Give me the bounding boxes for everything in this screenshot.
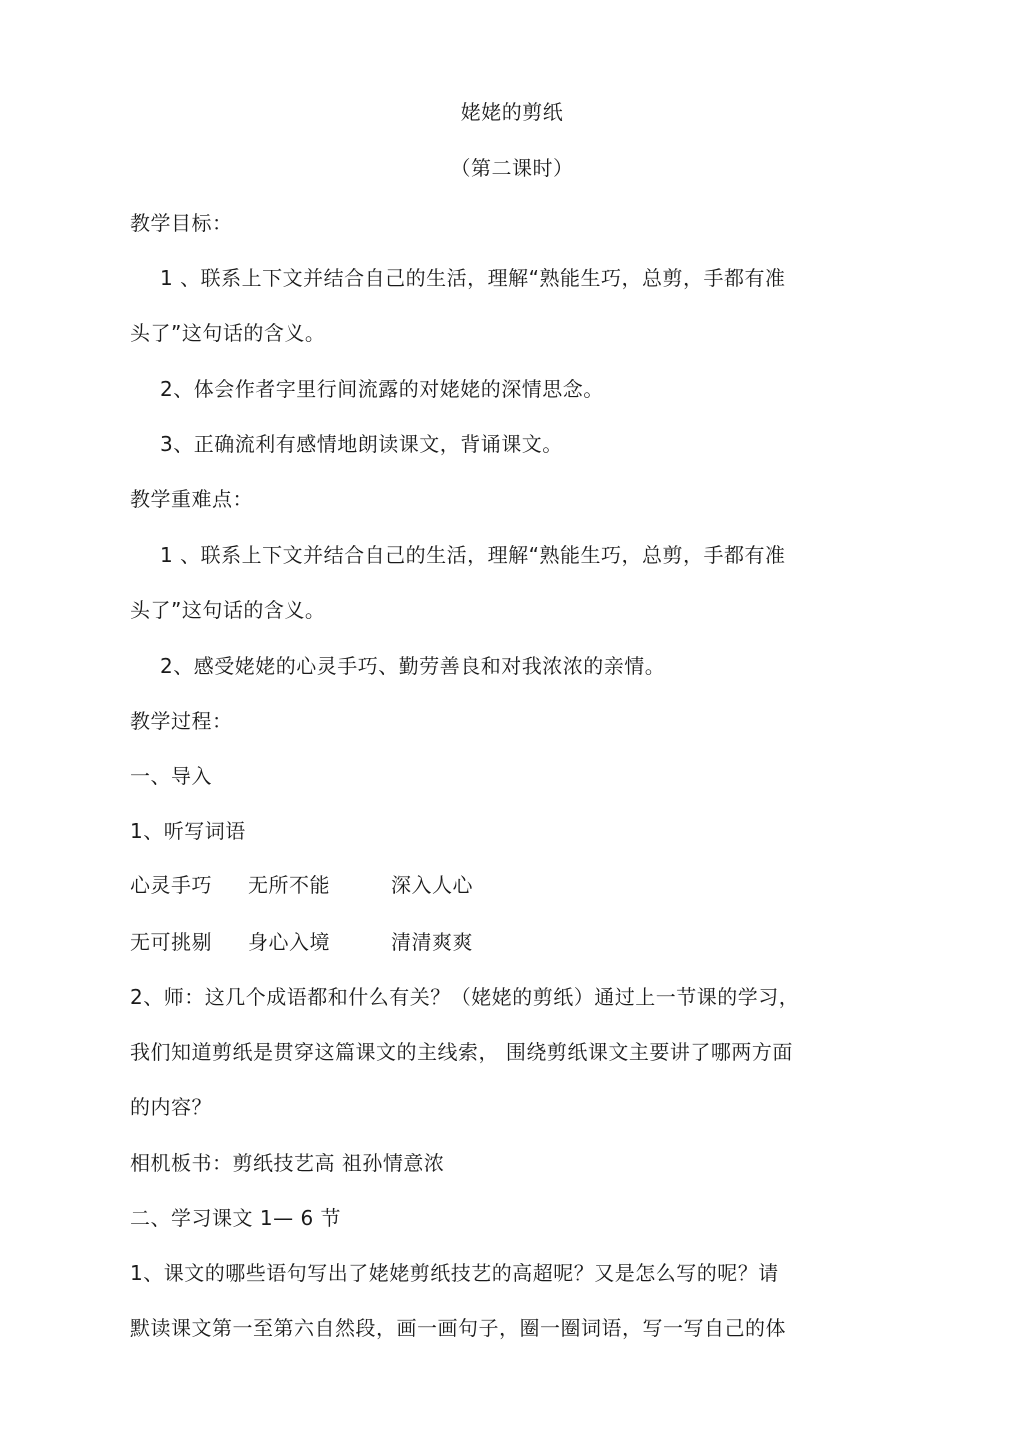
process-heading: 教学过程：: [130, 709, 233, 733]
document-title: 姥姥的剪纸: [460, 100, 564, 124]
step-3-line-1: 1、课文的哪些语句写出了姥姥剪纸技艺的高超呢？又是怎么写的呢？请: [130, 1261, 779, 1285]
step-2-line-1: 2、师：这几个成语都和什么有关？（姥姥的剪纸）通过上一节课的学习，: [130, 985, 800, 1009]
document-subtitle: （第二课时）: [450, 156, 574, 180]
objectives-heading: 教学目标：: [130, 211, 233, 235]
word-item: 无所不能: [248, 873, 330, 897]
step-2-line-3: 的内容？: [130, 1095, 212, 1119]
objective-3: 3、正确流利有感情地朗读课文，背诵课文。: [160, 432, 563, 456]
section-2-heading: 二、学习课文 1— 6 节: [130, 1206, 342, 1230]
step-2-line-2: 我们知道剪纸是贯穿这篇课文的主线索， 围绕剪纸课文主要讲了哪两方面: [130, 1040, 793, 1064]
word-item: 心灵手巧: [130, 873, 212, 897]
word-item: 无可挑剔: [130, 930, 212, 954]
objective-1-line-2: 头了”这句话的含义。: [130, 321, 326, 345]
key-point-1-line-1: 1 、联系上下文并结合自己的生活，理解“熟能生巧，总剪，手都有准: [160, 543, 786, 567]
word-item: 深入人心: [391, 873, 473, 897]
word-item: 身心入境: [248, 930, 330, 954]
word-item: 清清爽爽: [391, 930, 473, 954]
section-1-heading: 一、导入: [130, 764, 212, 788]
objective-1-line-1: 1 、联系上下文并结合自己的生活，理解“熟能生巧，总剪，手都有准: [160, 266, 786, 290]
words-row-2: [130, 930, 473, 954]
step-1: 1、听写词语: [130, 819, 246, 843]
step-3-line-2: 默读课文第一至第六自然段，画一画句子，圈一圈词语，写一写自己的体: [130, 1316, 786, 1340]
words-row-1: [130, 873, 473, 897]
board-writing: 相机板书：剪纸技艺高 祖孙情意浓: [130, 1151, 445, 1175]
key-point-1-line-2: 头了”这句话的含义。: [130, 598, 326, 622]
key-point-2: 2、感受姥姥的心灵手巧、勤劳善良和对我浓浓的亲情。: [160, 654, 666, 678]
key-points-heading: 教学重难点：: [130, 487, 253, 511]
objective-2: 2、体会作者字里行间流露的对姥姥的深情思念。: [160, 377, 604, 401]
